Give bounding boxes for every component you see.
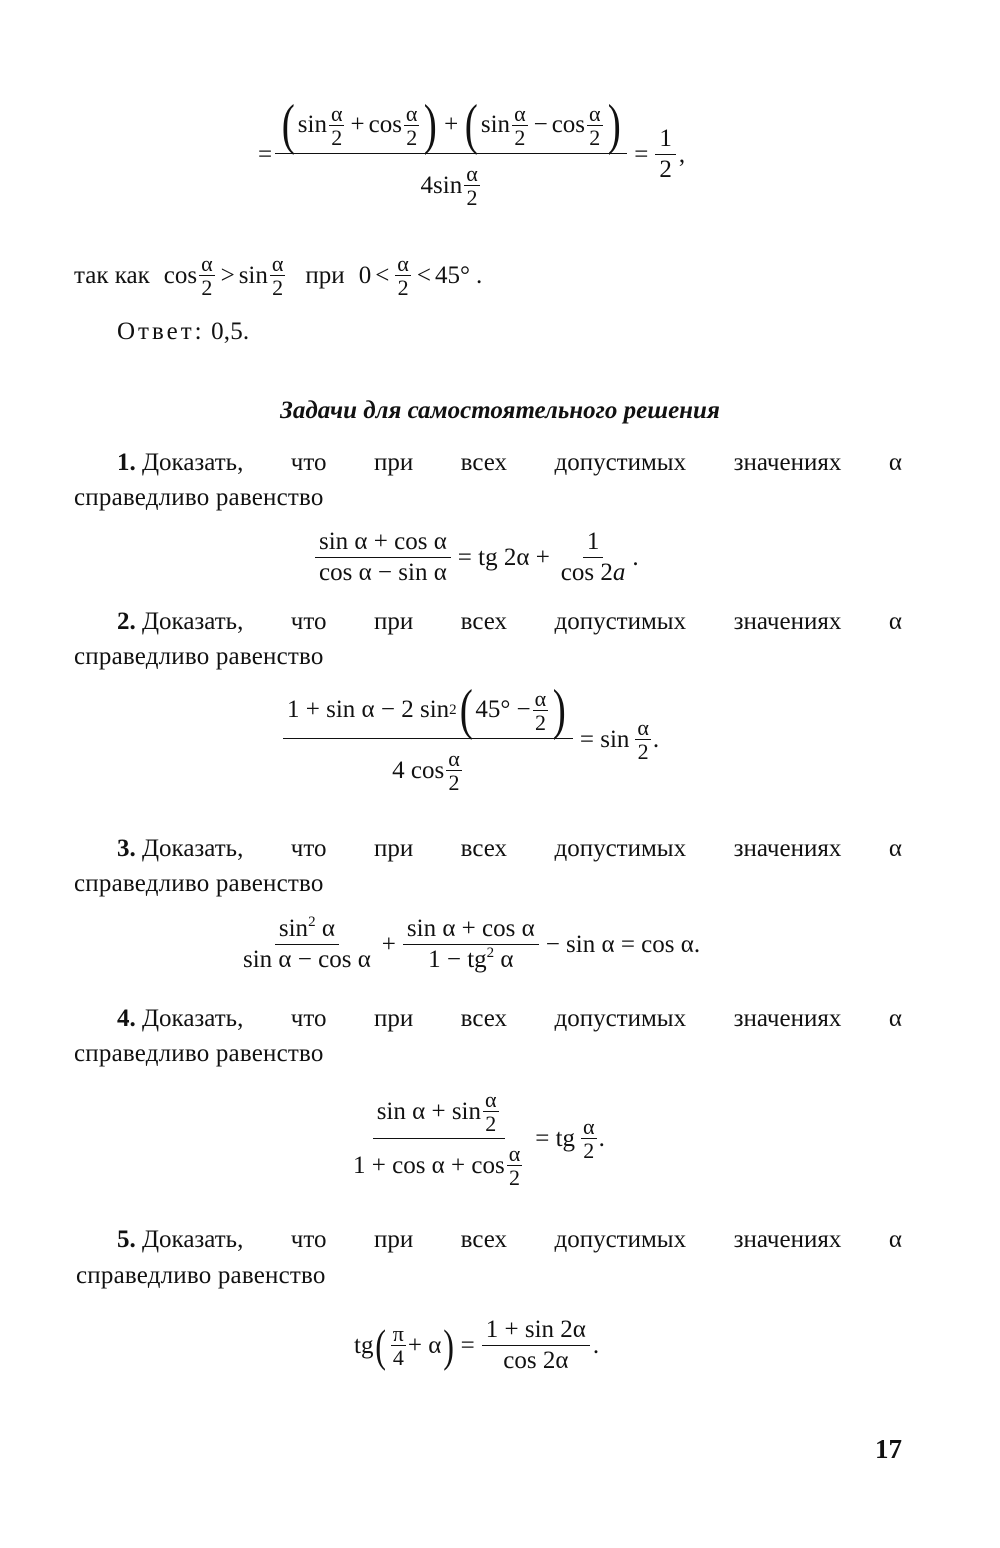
eq-sign: = xyxy=(258,140,273,168)
answer-line xyxy=(117,318,249,346)
top-formula: = ( sin $\frac{\alpha}{2}$ + cos $\frac{\alpha}{2}$ ) + ( sin $\frac{\alpha}{2}$ − cos $\frac{\alpha}{2}$ ) 4 sin $\frac{\alpha}{2}$ = $\frac{1}{2}$ , xyxy=(258,94,686,211)
rhs-fraction: $\frac{1}{2}$ xyxy=(655,125,676,184)
problem-3-line2: справедливо равенство xyxy=(74,870,324,897)
problem-5-line2: справедливо равенство xyxy=(76,1262,326,1289)
problem-4-line2: справедливо равенство xyxy=(74,1040,324,1067)
formula-4: sin α + sin $\frac{\alpha}{2}$ 1 + cos α + cos $\frac{\alpha}{2}$ = tg $\frac{\alpha}{2}$ . xyxy=(353,1087,605,1191)
formula-3: $\frac{\sin^2 \alpha}{\text{sin α − cos α}}$ + $\frac{\text{sin α + cos α}}{1 - tg^2 \alpha}$ − sin α = cos α. xyxy=(243,914,701,973)
problem-1-line2: справедливо равенство xyxy=(74,484,324,511)
problem-2-line1: 2. Доказать, что при всех допустимых значениях α xyxy=(117,608,902,635)
problem-5-line1: 5. Доказать, что при всех допустимых значениях α xyxy=(117,1226,902,1253)
formula-1: $\frac{\text{sin α + cos α}}{\text{cos α − sin α}}$ = tg 2α + $\frac{1}{\cos 2a}$ . xyxy=(312,528,639,587)
answer-value: 0,5. xyxy=(211,318,250,345)
big-fraction: ( sin $\frac{\alpha}{2}$ + cos $\frac{\alpha}{2}$ ) + ( sin $\frac{\alpha}{2}$ − cos $\frac{\alpha}{2}$ ) 4 sin $\frac{\alpha}{2}$ xyxy=(275,100,627,210)
problem-1-line1: 1. Доказать, что при всех допустимых значениях α xyxy=(117,449,902,476)
page-number: 17 xyxy=(875,1434,902,1464)
formula-5: tg ( $\frac{\pi}{4}$ + α ) = $\frac{1 + \sin 2\alpha}{\cos 2\alpha}$ . xyxy=(354,1316,600,1374)
problem-2-line2: справедливо равенство xyxy=(74,643,324,670)
formula-2: 1 + sin α − 2 sin 2 ( 45° − $\frac{\alpha}{2}$ ) 4 cos $\frac{\alpha}{2}$ = sin $\frac{\alpha}{2}$ . xyxy=(280,685,659,795)
problem-4-line1: 4. Доказать, что при всех допустимых значениях α xyxy=(117,1005,902,1032)
answer-label: Ответ: xyxy=(117,318,205,345)
section-heading: Задачи для самостоятельного решения xyxy=(280,397,720,424)
problem-3-line1: 3. Доказать, что при всех допустимых значениях α xyxy=(117,835,902,862)
since-line: так как cos $\frac{\alpha}{2}$ > sin $\frac{\alpha}{2}$ при 0 < $\frac{\alpha}{2}$ < 45° . xyxy=(74,251,483,301)
